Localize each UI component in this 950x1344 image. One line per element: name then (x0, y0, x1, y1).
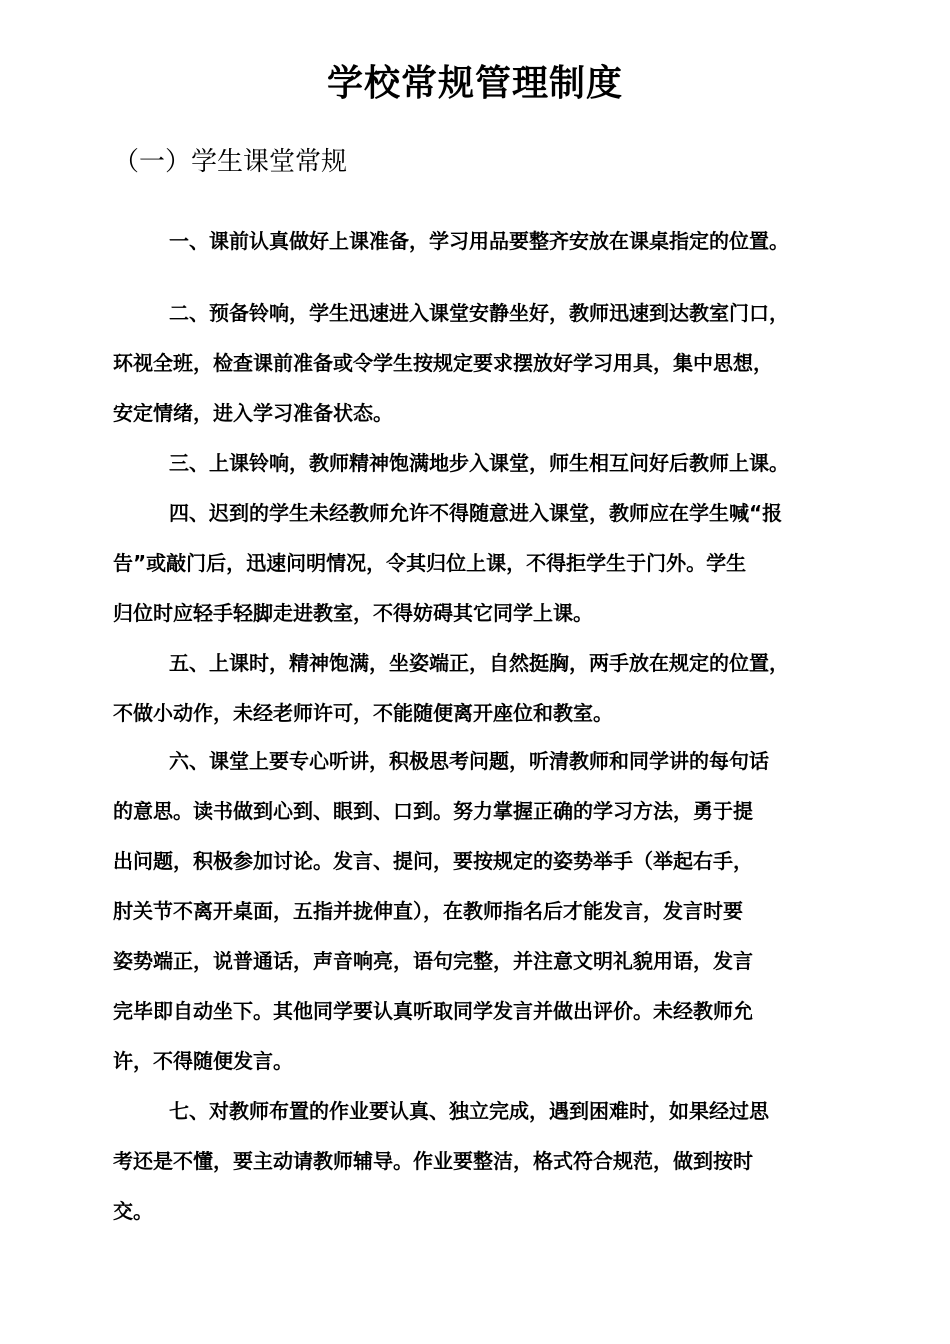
paragraph-line: 完毕即自动坐下。其他同学要认真听取同学发言并做出评价。未经教师允 (113, 999, 753, 1023)
paragraph-line: 许，不得随便发言。 (113, 1049, 293, 1073)
section-heading: （一）学生课堂常规 (113, 147, 348, 177)
paragraph-line: 五、上课时，精神饱满，坐姿端正，自然挺胸，两手放在规定的位置， (169, 651, 789, 675)
paragraph-line: 的意思。读书做到心到、眼到、口到。努力掌握正确的学习方法，勇于提 (113, 799, 753, 823)
paragraph-line: 三、上课铃响，教师精神饱满地步入课堂，师生相互问好后教师上课。 (169, 451, 789, 475)
paragraph-line: 姿势端正，说普通话，声音响亮，语句完整，并注意文明礼貌用语，发言 (113, 949, 753, 973)
paragraph-line: 不做小动作，未经老师许可，不能随便离开座位和教室。 (113, 701, 613, 725)
paragraph-6 (113, 736, 845, 1086)
paragraph-line: 六、课堂上要专心听讲，积极思考问题，听清教师和同学讲的每句话 (169, 749, 769, 773)
document-title: 学校常规管理制度 (326, 63, 623, 104)
paragraph-2 (113, 288, 845, 438)
paragraph-line: 交。 (113, 1199, 153, 1223)
paragraph-line: 安定情绪，进入学习准备状态。 (113, 401, 393, 425)
paragraph-line: 出问题，积极参加讨论。发言、提问，要按规定的姿势举手（举起右手， (113, 849, 753, 873)
paragraph-4 (113, 488, 845, 638)
paragraph-5 (113, 638, 845, 738)
paragraph-line: 归位时应轻手轻脚走进教室，不得妨碍其它同学上课。 (113, 601, 593, 625)
paragraph-line: 七、对教师布置的作业要认真、独立完成，遇到困难时，如果经过思 (169, 1099, 769, 1123)
paragraph-line: 考还是不懂，要主动请教师辅导。作业要整洁，格式符合规范，做到按时 (113, 1149, 753, 1173)
paragraph-line: 肘关节不离开桌面，五指并拢伸直），在教师指名后才能发言，发言时要 (113, 899, 743, 923)
paragraph-3 (113, 438, 845, 488)
paragraph-7 (113, 1086, 845, 1236)
paragraph-1 (113, 216, 845, 266)
paragraph-line: 四、迟到的学生未经教师允许不得随意进入课堂，教师应在学生喊“报 (169, 501, 783, 525)
paragraph-line: 告”或敲门后，迅速问明情况，令其归位上课，不得拒学生于门外。学生 (113, 551, 747, 575)
paragraph-line: 二、预备铃响，学生迅速进入课堂安静坐好，教师迅速到达教室门口， (169, 301, 789, 325)
paragraph-line: 环视全班，检查课前准备或令学生按规定要求摆放好学习用具，集中思想， (113, 351, 773, 375)
paragraph-line: 一、课前认真做好上课准备，学习用品要整齐安放在课桌指定的位置。 (169, 229, 789, 253)
